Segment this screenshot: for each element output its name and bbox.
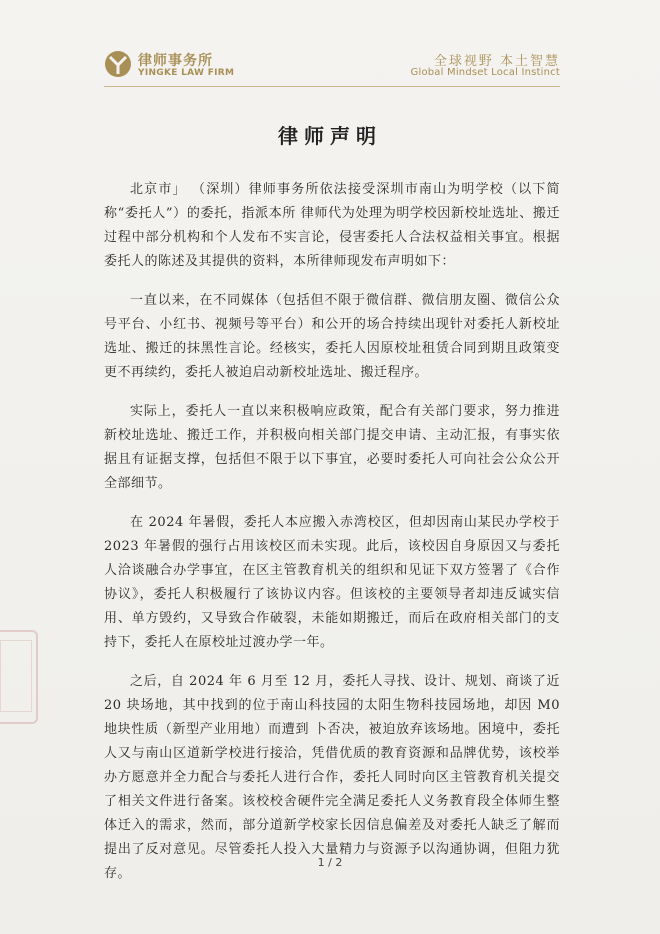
paragraph-4: 在 2024 年暑假，委托人本应搬入赤湾校区，但却因南山某民办学校于 2023 年暑假的强行占用该校区而未实现。此后，该校因自身原因又与委托人洽谈融合办学事宜，在区主管教育机关的组织和见证下双方签署了《合作协议》，委托人积极履行了该协议内容。但该校的主要领导者却违反诚实信用、单方毁约，又导致合作破裂，未能如期搬迁，而后在政府相关部门的支持下，委托人在原校址过渡办学一年。	[104, 515, 560, 650]
paragraph-2: 一直以来，在不同媒体（包括但不限于微信群、微信朋友圈、微信公众号平台、小红书、视频号等平台）和公开的场合持续出现针对委托人新校址选址、搬迁的抹黑性言论。经核实，委托人因原校址租赁合同到期且政策变更不再续约，委托人被迫启动新校址选址、搬迁程序。	[104, 293, 560, 380]
firm-name-cn: 律师事务所	[138, 53, 213, 69]
firm-name-en: YINGKE LAW FIRM	[138, 68, 235, 78]
header-divider	[104, 86, 560, 87]
paragraph-5: 之后，自 2024 年 6 月至 12 月，委托人寻找、设计、规划、商谈了近 20 块场地，其中找到的位于南山科技园的太阳生物科技园场地，却因 M0 地块性质（新型产业用地）而遭到 卜否决，被迫放弃该场地。困境中，委托人又与南山区道新学校进行接洽，凭借优质的教育资源和品牌优势，该校举办方愿意并全力配合与委托人进行合作，委托人同时向区主管教育机关提交了相关文件进行备案。该校校舍硬件完全满足委托人义务教育段全体师生整体迁入的需求，然而，部分道新学校家长因信息偏差及对委托人缺乏了解而提出了反对意见。尽管委托人投入大量精力与资源予以沟通协调，但阻力犹存。	[104, 674, 560, 881]
letterhead	[0, 0, 660, 96]
page-number: 1 / 2	[317, 856, 343, 869]
document-body	[104, 178, 560, 901]
motto-en: Global Mindset Local Instinct	[410, 67, 560, 78]
yingke-logo-icon	[104, 50, 132, 78]
document-title: 律师声明	[278, 124, 382, 148]
paragraph-3: 实际上，委托人一直以来积极响应政策，配合有关部门要求，努力推进新校址选址、搬迁工作，并积极向相关部门提交申请、主动汇报，有事实依据且有证据支撑，包括但不限于以下事宜，必要时委托人可向社会公众公开全部细节。	[104, 404, 560, 491]
motto-cn: 全球视野 本土智慧	[433, 54, 560, 69]
paragraph-1: 北京市」 （深圳）律师事务所依法接受深圳市南山为明学校（以下简称“委托人”）的委托，指派本所 律师代为处理为明学校因新校址选址、搬迁过程中部分机构和个人发布不实言论，侵害委托人合法权益相关事宜。根据委托人的陈述及其提供的资料，本所律师现发布声明如下：	[104, 182, 560, 269]
seal-stamp	[0, 630, 38, 724]
